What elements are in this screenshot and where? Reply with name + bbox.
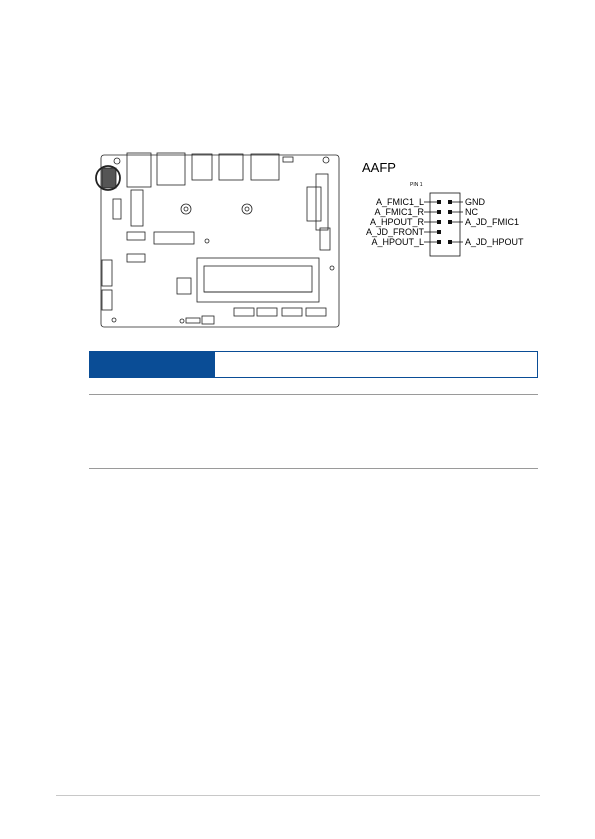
rear-io-port — [251, 154, 279, 180]
sodimm-inner — [204, 266, 312, 292]
component — [113, 199, 121, 219]
pin-label-right: NC — [465, 207, 478, 217]
bottom-connector — [234, 308, 254, 316]
board-outline — [101, 155, 339, 327]
m2-slot — [307, 187, 321, 221]
mounting-hole — [180, 319, 184, 323]
bottom-connector — [282, 308, 302, 316]
side-connector — [102, 290, 112, 310]
mounting-hole — [323, 157, 329, 163]
bottom-connector — [186, 318, 200, 323]
motherboard-layout-diagram — [94, 150, 344, 330]
section-header-bar — [89, 351, 538, 378]
m2-slot — [131, 190, 143, 226]
rear-io-port — [192, 154, 212, 180]
pin-label-left: A_FMIC1_L — [375, 197, 424, 207]
rear-io-port — [219, 154, 243, 180]
mounting-hole — [205, 239, 209, 243]
note-bottom-rule — [89, 468, 538, 469]
header-body — [430, 193, 460, 256]
side-connector — [320, 228, 330, 250]
connector — [316, 174, 328, 230]
mounting-hole — [112, 318, 116, 322]
pin-label-right: GND — [465, 197, 485, 207]
aafp-pinout — [362, 160, 542, 260]
pin-label-left: A_HPOUT_R — [369, 217, 424, 227]
section-header-label-cell — [90, 352, 215, 377]
bottom-connector — [306, 308, 326, 316]
sodimm-slot — [197, 258, 319, 302]
m2-slot-horizontal — [154, 232, 194, 244]
pin-label-left: A_FMIC1_R — [374, 207, 424, 217]
battery-holder — [177, 278, 191, 294]
bottom-connector — [257, 308, 277, 316]
pin-label-left: A_HPOUT_L — [371, 237, 424, 247]
bottom-connector — [202, 316, 214, 324]
pin-label-left: A_JD_FRONT — [365, 227, 424, 237]
component — [127, 254, 145, 262]
header-small — [283, 157, 293, 162]
rear-io-port — [127, 153, 151, 187]
footer-rule — [56, 795, 540, 796]
pin-label-right: A_JD_HPOUT — [465, 237, 524, 247]
mounting-hole — [245, 207, 249, 211]
mounting-hole — [330, 266, 334, 270]
note-top-rule — [89, 394, 538, 395]
aafp-title: AAFP — [362, 160, 396, 175]
mounting-hole — [184, 207, 188, 211]
rear-io-port — [157, 153, 185, 185]
pin1-label: PIN 1 — [410, 182, 423, 188]
side-connector — [102, 260, 112, 286]
mounting-hole — [242, 204, 252, 214]
component — [127, 232, 145, 240]
mounting-hole — [181, 204, 191, 214]
mounting-hole — [114, 158, 120, 164]
aafp-header-highlight — [102, 168, 116, 188]
pin-label-right: A_JD_FMIC1 — [465, 217, 520, 227]
section-header-content-cell — [215, 352, 537, 377]
